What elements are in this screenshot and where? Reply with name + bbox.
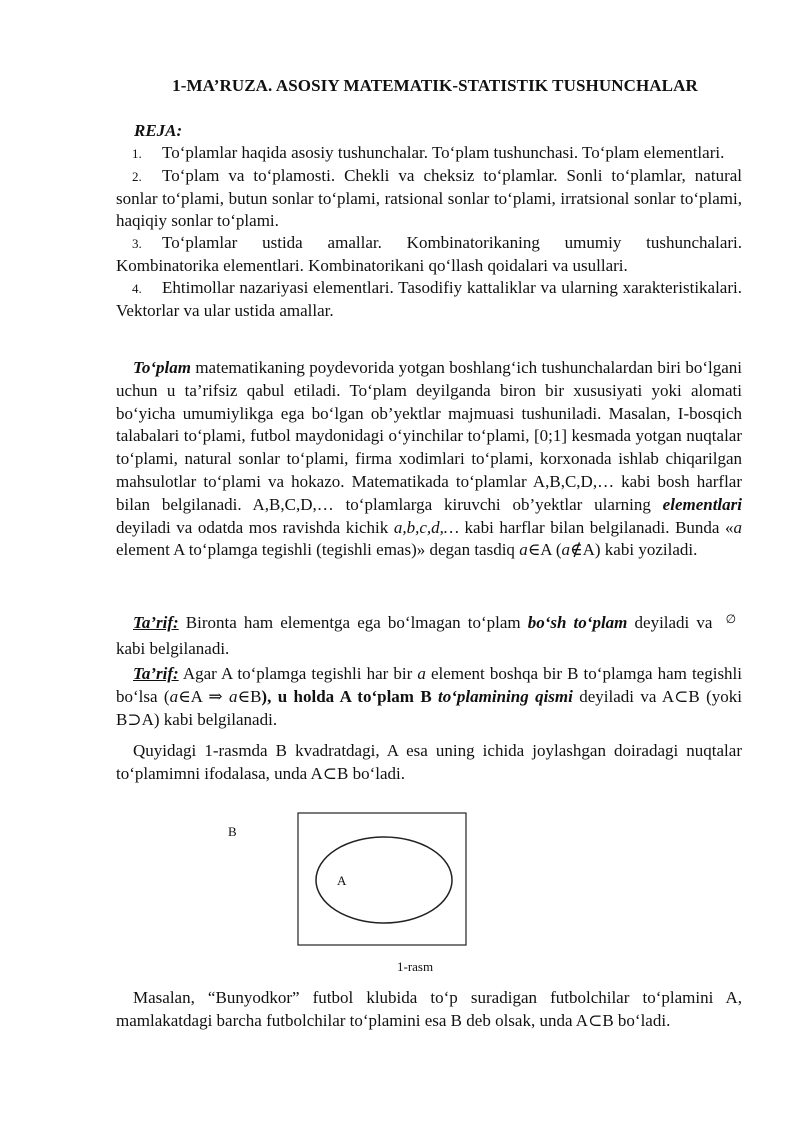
- interval-notation: [0;1]: [533, 426, 568, 446]
- term-elements: elementlari: [662, 494, 742, 514]
- plan-item-number: 4.: [132, 281, 142, 296]
- plan-heading: REJA:: [134, 121, 183, 140]
- definition-label: Ta’rif:: [133, 613, 179, 632]
- figure-caption: 1-rasm: [397, 959, 434, 974]
- plan-item-text: To‘plam va to‘plamosti. Chekli va cheksiz to‘plamlar. Sonli to‘plamlar, natural sonlar to‘plami, butun sonlar to‘plami, ratsional sonlar to‘plami, irratsional sonlar to‘plami, haqiqiy sonlar to‘plami.: [116, 166, 742, 230]
- plan-item-text: To‘plamlar ustida amallar. Kombinatorikaning umumiy tushunchalari. Kombinatorika elementlari. Kombinatorikani qo‘llash qoidalari va usullari.: [116, 233, 742, 275]
- lecture-title: 1-MA’RUZA. ASOSIY MATEMATIK-STATISTIK TUSHUNCHALAR: [172, 76, 698, 95]
- definition-label: Ta’rif:: [133, 664, 179, 683]
- paragraph-figure-intro: Quyidagi 1-rasmda B kvadratdagi, A esa uning ichida joylashgan doiradagi nuqtalar to‘plamimni ifodalasa, unda A⊂B bo‘ladi.: [116, 741, 742, 783]
- plan-item-number: 2.: [132, 169, 142, 184]
- empty-set-symbol: ∅: [725, 612, 737, 626]
- plan-item-text: Ehtimollar nazariyasi elementlari. Tasodifiy kattaliklar va ularning xarakteristikalari. Vektorlar va ular ustida amallar.: [116, 278, 742, 320]
- set-b-label: B: [228, 824, 237, 839]
- plan-item-text: To‘plamlar haqida asosiy tushunchalar. To‘plam tushunchasi. To‘plam elementlari.: [162, 143, 725, 162]
- definition-subset: Ta’rif: Agar A to‘plamga tegishli har bir a element boshqa bir B to‘plamga ham tegishli bo‘lsa (a∈A ⇒ a∈B), u holda A to‘plam B to‘plamining qismi deyiladi va A⊂B (yoki B⊃A) kabi belgilanadi.: [116, 664, 743, 729]
- set-b-square: [298, 813, 466, 945]
- definition-empty-set: Ta’rif: Bironta ham elementga ega bo‘lmagan to‘plam bo‘sh to‘plam deyiladi va ∅ kabi belgilanadi.: [116, 606, 742, 662]
- set-a-label: A: [337, 873, 347, 888]
- paragraph-set-definition: To‘plam matematikaning poydevorida yotgan boshlang‘ich tushunchalardan biri bo‘lgani uchun u ta’rifsiz qabul etiladi. To‘plam deyilganda biron bir xususiyati yoki alomati bo‘yicha umumiylikga ega bo‘lgan ob’yektlar majmuasi tushuniladi. Masalan, I-bosqich talabalari to‘plami, futbol maydonidagi o‘yinchilar to‘plami, [0;1] kesmada yotgan nuqtalar to‘plami, natural sonlar to‘plami, firma xodimlari to‘plami, korxonada ishlab chiqarilgan mahsulotlar to‘plami va hokazo. Matematikada to‘plamlar A,B,C,D,… kabi bosh harflar bilan belgilanadi. A,B,C,D,… to‘plamlarga kiruvchi ob’yektlar ularning elementlari deyiladi va odatda mos ravishda kichik a,b,c,d,… kabi harflar bilan belgilanadi. Bunda «a element A to‘plamga tegishli (tegishli emas)» degan tasdiq a∈A (a∉A) kabi yoziladi.: [116, 358, 742, 560]
- term-subset: to‘plamining qismi: [438, 686, 573, 706]
- plan-item-number: 1.: [132, 146, 142, 161]
- plan-item-number: 3.: [132, 236, 142, 251]
- term-empty-set: bo‘sh to‘plam: [527, 613, 628, 632]
- term-toplam: To‘plam: [133, 358, 191, 377]
- paragraph-example: Masalan, “Bunyodkor” futbol klubida to‘p suradigan futbolchilar to‘plamini A, mamlakatdagi barcha futbolchilar to‘plamini esa B deb olsak, unda A⊂B bo‘ladi.: [116, 988, 742, 1030]
